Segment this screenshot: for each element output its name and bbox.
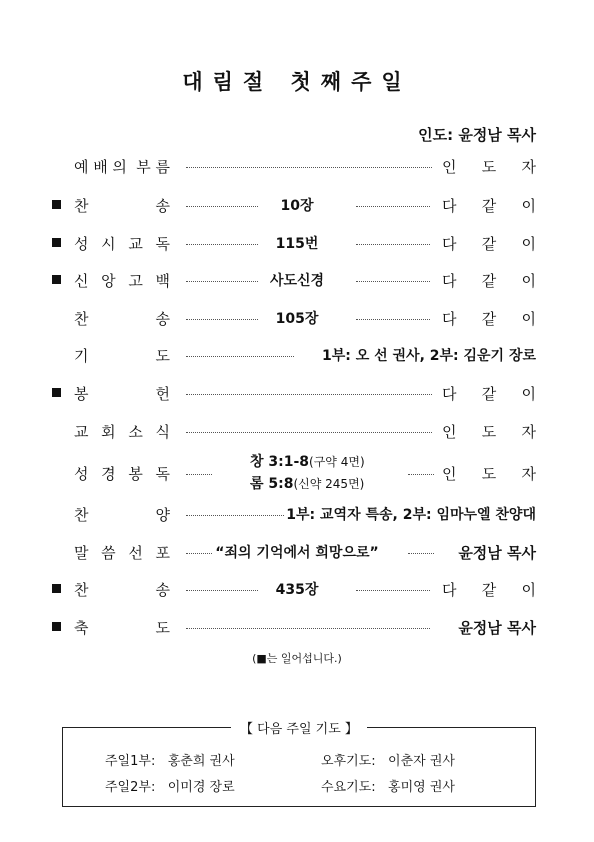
dotted-leader: [186, 356, 294, 357]
leader-char: 이: [521, 385, 536, 403]
leader-char: 같: [481, 581, 497, 599]
page-title: 대림절 첫째주일: [182, 70, 412, 94]
dotted-leader: [356, 244, 430, 245]
worship-item-char: 앙: [101, 272, 116, 290]
worship-item-leader: [442, 156, 536, 177]
prayer-role: 오후기도:: [321, 754, 376, 769]
worship-row: [0, 231, 594, 255]
scripture-pages: (구약 4면): [309, 455, 365, 469]
worship-item-char: 성: [74, 235, 89, 253]
dotted-leader: [356, 590, 430, 591]
leader-line: 인도: 윤정남 목사: [418, 126, 536, 144]
dotted-leader: [186, 432, 432, 433]
worship-row: [0, 381, 594, 405]
worship-item-char: 신: [74, 272, 89, 290]
worship-item-char: 찬: [74, 310, 89, 328]
scripture-ref: 창 3:1-8: [250, 454, 310, 470]
next-week-prayer-box: [62, 722, 536, 807]
worship-item-leader: [442, 270, 536, 291]
worship-item-char: 교: [128, 235, 143, 253]
prayer-entry: [321, 776, 455, 795]
dotted-leader: [186, 206, 258, 207]
worship-row: [0, 343, 594, 367]
worship-item-content: 사도신경: [269, 273, 325, 289]
worship-item-char: 식: [155, 423, 170, 441]
worship-item-content: 435장: [275, 582, 319, 598]
worship-item-leader: 윤정남 목사: [458, 619, 536, 637]
worship-item-char: 교: [74, 423, 89, 441]
scripture-line: [250, 473, 365, 495]
prayer-name: 홍미영 권사: [388, 780, 455, 795]
worship-item-content: 1부: 오 선 권사, 2부: 김운기 장로: [321, 348, 536, 364]
worship-item-char: 백: [155, 272, 170, 290]
worship-item-char: 독: [155, 235, 170, 253]
dotted-leader: [186, 394, 432, 395]
dotted-leader: [186, 167, 432, 168]
prayer-name: 이춘자 권사: [388, 754, 455, 769]
standing-note: (■는 일어섭니다.): [252, 652, 342, 665]
worship-row: [0, 451, 594, 495]
worship-item-char: 독: [155, 465, 170, 483]
prayer-entry: [321, 750, 455, 769]
worship-item-char: 송: [155, 197, 170, 215]
worship-row: [0, 306, 594, 330]
prayer-role: 수요기도:: [321, 780, 376, 795]
worship-item-leader: [442, 421, 536, 442]
worship-item-content: 105장: [275, 311, 319, 327]
leader-char: 다: [442, 272, 457, 290]
worship-item-label: [74, 345, 170, 366]
worship-item-char: 선: [128, 544, 143, 562]
worship-item-char: 름: [155, 158, 170, 176]
worship-item-char: 축: [74, 619, 89, 637]
standing-bullet-icon: [52, 388, 61, 397]
worship-item-char: 성: [74, 465, 89, 483]
leader-char: 이: [521, 581, 536, 599]
leader-char: 같: [481, 310, 497, 328]
leader-char: 인: [442, 158, 457, 176]
dotted-leader: [186, 515, 284, 516]
prayer-name: 이미경 장로: [167, 780, 235, 795]
worship-item-char: 부: [136, 158, 151, 176]
leader-char: 도: [481, 158, 497, 176]
worship-item-leader: [442, 308, 536, 329]
worship-item-content: 1부: 교역자 특송, 2부: 임마누엘 찬양대: [286, 507, 536, 523]
prayer-box-label: 【 다음 주일 기도 】: [231, 718, 367, 737]
scripture-pages: (신약 245면): [293, 477, 365, 491]
worship-item-label: [74, 383, 170, 404]
leader-char: 같: [481, 235, 497, 253]
dotted-leader: [186, 628, 430, 629]
leader-char: 다: [442, 235, 457, 253]
worship-item-char: 경: [101, 465, 116, 483]
worship-row: [0, 502, 594, 526]
worship-item-leader: [442, 579, 536, 600]
worship-item-label: [74, 463, 170, 484]
worship-item-leader: [442, 195, 536, 216]
worship-item-label: [74, 504, 170, 525]
worship-item-char: 찬: [74, 197, 89, 215]
dotted-leader: [186, 281, 258, 282]
worship-item-char: 도: [155, 619, 170, 637]
worship-row: [0, 615, 594, 639]
worship-item-char: 회: [101, 423, 116, 441]
leader-char: 다: [442, 197, 457, 215]
leader-char: 이: [521, 197, 536, 215]
dotted-leader: [186, 319, 258, 320]
worship-item-char: 의: [112, 158, 127, 176]
worship-item-char: 소: [128, 423, 143, 441]
worship-item-content: “죄의 기억에서 희망으로”: [215, 545, 379, 561]
worship-item-char: 말: [74, 544, 89, 562]
leader-char: 다: [442, 385, 457, 403]
dotted-leader: [356, 206, 430, 207]
dotted-leader: [186, 474, 212, 475]
worship-item-char: 양: [155, 506, 170, 524]
dotted-leader: [356, 319, 430, 320]
prayer-role: 주일2부:: [105, 780, 156, 795]
leader-char: 이: [521, 235, 536, 253]
leader-char: 자: [521, 423, 536, 441]
worship-row: [0, 577, 594, 601]
worship-item-char: 시: [101, 235, 116, 253]
dotted-leader: [186, 590, 258, 591]
prayer-entry: [105, 750, 235, 769]
worship-row: [0, 154, 594, 178]
leader-char: 이: [521, 310, 536, 328]
worship-item-leader: 윤정남 목사: [458, 544, 536, 562]
worship-row: [0, 193, 594, 217]
worship-item-char: 도: [155, 347, 170, 365]
dotted-leader: [408, 553, 434, 554]
leader-char: 도: [481, 465, 497, 483]
worship-item-char: 찬: [74, 506, 89, 524]
worship-item-char: 헌: [155, 385, 170, 403]
leader-char: 인: [442, 465, 457, 483]
worship-row: [0, 540, 594, 564]
worship-item-content: 10장: [280, 198, 314, 214]
scripture-line: [250, 451, 365, 473]
worship-item-leader: [442, 233, 536, 254]
worship-item-char: 봉: [128, 465, 143, 483]
prayer-name: 홍춘희 권사: [167, 754, 235, 769]
worship-item-char: 예: [74, 158, 89, 176]
dotted-leader: [408, 474, 434, 475]
worship-item-char: 봉: [74, 385, 89, 403]
leader-char: 같: [481, 385, 497, 403]
worship-row: [0, 419, 594, 443]
worship-item-label: [74, 421, 170, 442]
leader-char: 이: [521, 272, 536, 290]
leader-char: 자: [521, 465, 536, 483]
worship-item-label: [74, 617, 170, 638]
leader-char: 도: [481, 423, 497, 441]
worship-row: [0, 268, 594, 292]
dotted-leader: [356, 281, 430, 282]
worship-item-char: 포: [155, 544, 170, 562]
worship-item-char: 씀: [101, 544, 116, 562]
prayer-entry: [105, 776, 235, 795]
worship-item-char: 찬: [74, 581, 89, 599]
dotted-leader: [186, 553, 212, 554]
scripture-readings: [250, 451, 365, 495]
prayer-role: 주일1부:: [105, 754, 156, 769]
worship-item-char: 기: [74, 347, 89, 365]
leader-char: 자: [521, 158, 536, 176]
worship-item-char: 배: [93, 158, 108, 176]
worship-item-label: [74, 156, 170, 177]
worship-item-leader: [442, 463, 536, 484]
leader-char: 다: [442, 581, 457, 599]
worship-item-content: 115번: [275, 236, 319, 252]
worship-item-char: 송: [155, 581, 170, 599]
leader-char: 같: [481, 197, 497, 215]
leader-char: 인: [442, 423, 457, 441]
worship-item-char: 송: [155, 310, 170, 328]
leader-char: 같: [481, 272, 497, 290]
worship-item-leader: [442, 383, 536, 404]
worship-item-char: 고: [128, 272, 143, 290]
leader-char: 다: [442, 310, 457, 328]
dotted-leader: [186, 244, 258, 245]
scripture-ref: 롬 5:8: [250, 476, 294, 492]
standing-bullet-icon: [52, 622, 61, 631]
